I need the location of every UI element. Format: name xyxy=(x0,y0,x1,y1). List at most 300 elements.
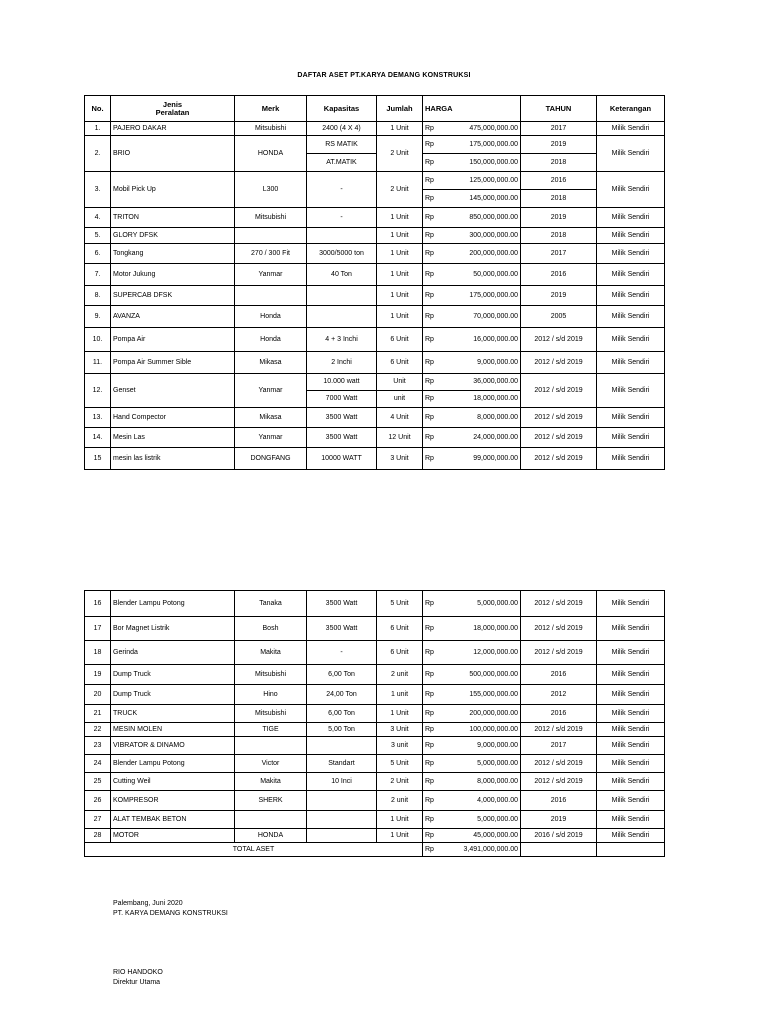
cell-no: 17 xyxy=(85,617,111,641)
cell-jenis: Mobil Pick Up xyxy=(111,172,235,208)
cell-harga xyxy=(423,617,521,641)
cell-no: 24 xyxy=(85,755,111,773)
cell-no: 23 xyxy=(85,737,111,755)
currency-label: Rp xyxy=(425,312,434,320)
currency-label: Rp xyxy=(425,158,434,166)
currency-label: Rp xyxy=(425,213,434,221)
cell-merk: Honda xyxy=(235,328,307,352)
cell-jumlah: 1 Unit xyxy=(377,829,423,843)
cell-no: 19 xyxy=(85,665,111,685)
cell-no: 14. xyxy=(85,428,111,448)
price-value: 70,000,000.00 xyxy=(473,312,518,320)
table-row xyxy=(85,773,665,791)
cell-tahun: 2012 / s/d 2019 xyxy=(521,448,597,470)
document-title: DAFTAR ASET PT.KARYA DEMANG KONSTRUKSI xyxy=(297,72,471,79)
cell-jumlah: 1 Unit xyxy=(377,705,423,723)
cell-kapasitas: AT.MATIK xyxy=(307,154,377,172)
cell-tahun: 2005 xyxy=(521,306,597,328)
cell-harga xyxy=(423,208,521,228)
price-value: 4,000,000.00 xyxy=(477,796,518,804)
cell-jenis: VIBRATOR & DINAMO xyxy=(111,737,235,755)
cell-no: 26 xyxy=(85,791,111,811)
cell-keterangan: Milik Sendiri xyxy=(597,617,665,641)
cell-no: 7. xyxy=(85,264,111,286)
table-row xyxy=(85,617,665,641)
cell-jenis: Dump Truck xyxy=(111,665,235,685)
cell-harga xyxy=(423,172,521,190)
header-kapasitas: Kapasitas xyxy=(307,96,377,122)
cell-kapasitas: 3500 Watt xyxy=(307,408,377,428)
header-no: No. xyxy=(85,96,111,122)
asset-table-2 xyxy=(84,590,665,857)
cell-merk: Makita xyxy=(235,773,307,791)
price-value: 200,000,000.00 xyxy=(469,249,518,257)
cell-keterangan: Milik Sendiri xyxy=(597,208,665,228)
cell-no: 4. xyxy=(85,208,111,228)
table-row xyxy=(85,428,665,448)
cell-merk: Yanmar xyxy=(235,374,307,408)
cell-jumlah: 3 unit xyxy=(377,737,423,755)
cell-jenis: Pompa Air Summer Sible xyxy=(111,352,235,374)
currency-label: Rp xyxy=(425,599,434,607)
header-harga: HARGA xyxy=(423,96,521,122)
cell-harga xyxy=(423,811,521,829)
cell-jenis: SUPERCAB DFSK xyxy=(111,286,235,306)
price-value: 500,000,000.00 xyxy=(469,670,518,678)
currency-label: Rp xyxy=(425,777,434,785)
cell-keterangan: Milik Sendiri xyxy=(597,122,665,136)
cell-kapasitas: - xyxy=(307,172,377,208)
cell-no: 18 xyxy=(85,641,111,665)
cell-keterangan: Milik Sendiri xyxy=(597,811,665,829)
cell-tahun: 2012 / s/d 2019 xyxy=(521,428,597,448)
cell-harga xyxy=(423,829,521,843)
table-row xyxy=(85,737,665,755)
cell-jumlah: 6 Unit xyxy=(377,617,423,641)
table-row xyxy=(85,791,665,811)
cell-tahun: 2016 xyxy=(521,705,597,723)
cell-tahun: 2019 xyxy=(521,136,597,154)
cell-no: 11. xyxy=(85,352,111,374)
table-row xyxy=(85,374,665,391)
cell-harga xyxy=(423,154,521,172)
table-row xyxy=(85,641,665,665)
cell-merk: HONDA xyxy=(235,829,307,843)
cell-tahun: 2012 / s/d 2019 xyxy=(521,374,597,408)
cell-jenis: BRIO xyxy=(111,136,235,172)
cell-tahun: 2012 / s/d 2019 xyxy=(521,773,597,791)
cell-merk: Yanmar xyxy=(235,428,307,448)
table-row xyxy=(85,264,665,286)
cell-kapasitas: 2 Inchi xyxy=(307,352,377,374)
cell-kapasitas xyxy=(307,228,377,244)
signer-title: Direktur Utama xyxy=(113,979,161,986)
footer-city-date: Palembang, Juni 2020 xyxy=(113,900,183,907)
cell-kapasitas: RS MATIK xyxy=(307,136,377,154)
cell-jenis: TRUCK xyxy=(111,705,235,723)
cell-harga xyxy=(423,190,521,208)
currency-label: Rp xyxy=(425,194,434,202)
cell-tahun: 2012 / s/d 2019 xyxy=(521,591,597,617)
cell-merk: Hino xyxy=(235,685,307,705)
cell-keterangan: Milik Sendiri xyxy=(597,773,665,791)
cell-merk: TIGE xyxy=(235,723,307,737)
price-value: 175,000,000.00 xyxy=(469,291,518,299)
currency-label: Rp xyxy=(425,358,434,366)
cell-jumlah: 1 Unit xyxy=(377,208,423,228)
cell-harga xyxy=(423,723,521,737)
cell-jumlah: 2 unit xyxy=(377,791,423,811)
cell-jenis: Blender Lampu Potong xyxy=(111,591,235,617)
cell-merk: Mitsubishi xyxy=(235,705,307,723)
currency-label: Rp xyxy=(425,291,434,299)
cell-jumlah: 2 unit xyxy=(377,665,423,685)
cell-tahun: 2012 / s/d 2019 xyxy=(521,352,597,374)
currency-label: Rp xyxy=(425,741,434,749)
cell-harga xyxy=(423,122,521,136)
cell-kapasitas: 10.000 watt xyxy=(307,374,377,391)
cell-no: 3. xyxy=(85,172,111,208)
cell-keterangan: Milik Sendiri xyxy=(597,723,665,737)
currency-label: Rp xyxy=(425,831,434,839)
cell-kapasitas: - xyxy=(307,641,377,665)
cell-keterangan: Milik Sendiri xyxy=(597,641,665,665)
cell-kapasitas: Standart xyxy=(307,755,377,773)
cell-kapasitas xyxy=(307,737,377,755)
cell-keterangan: Milik Sendiri xyxy=(597,136,665,172)
cell-keterangan: Milik Sendiri xyxy=(597,352,665,374)
price-value: 475,000,000.00 xyxy=(469,124,518,132)
table-row xyxy=(85,685,665,705)
cell-jumlah: 1 Unit xyxy=(377,244,423,264)
price-value: 8,000,000.00 xyxy=(477,777,518,785)
price-value: 100,000,000.00 xyxy=(469,725,518,733)
total-value: 3,491,000,000.00 xyxy=(463,845,518,853)
price-value: 18,000,000.00 xyxy=(473,624,518,632)
cell-jenis: ALAT TEMBAK BETON xyxy=(111,811,235,829)
cell-tahun: 2012 / s/d 2019 xyxy=(521,408,597,428)
cell-tahun: 2012 / s/d 2019 xyxy=(521,641,597,665)
cell-jumlah: Unit xyxy=(377,374,423,391)
cell-kapasitas: 3500 Watt xyxy=(307,428,377,448)
header-keterangan: Keterangan xyxy=(597,96,665,122)
table-body-1 xyxy=(85,122,665,470)
table-row xyxy=(85,328,665,352)
cell-keterangan: Milik Sendiri xyxy=(597,829,665,843)
currency-label: Rp xyxy=(425,624,434,632)
cell-keterangan: Milik Sendiri xyxy=(597,665,665,685)
cell-jumlah: 1 Unit xyxy=(377,264,423,286)
cell-keterangan: Milik Sendiri xyxy=(597,306,665,328)
cell-no: 22 xyxy=(85,723,111,737)
header-jenis: Jenis Peralatan xyxy=(111,96,235,122)
cell-jumlah: 12 Unit xyxy=(377,428,423,448)
cell-harga xyxy=(423,264,521,286)
currency-label: Rp xyxy=(425,725,434,733)
cell-kapasitas: 2400 (4 X 4) xyxy=(307,122,377,136)
price-value: 12,000,000.00 xyxy=(473,648,518,656)
cell-no: 6. xyxy=(85,244,111,264)
currency-label: Rp xyxy=(425,845,434,853)
cell-jumlah: 2 Unit xyxy=(377,136,423,172)
cell-harga xyxy=(423,665,521,685)
cell-harga xyxy=(423,737,521,755)
cell-keterangan: Milik Sendiri xyxy=(597,172,665,208)
cell-no: 13. xyxy=(85,408,111,428)
cell-tahun: 2018 xyxy=(521,154,597,172)
cell-keterangan: Milik Sendiri xyxy=(597,685,665,705)
cell-kapasitas: 10 Inci xyxy=(307,773,377,791)
cell-jumlah: 2 Unit xyxy=(377,773,423,791)
cell-harga xyxy=(423,136,521,154)
table-row xyxy=(85,228,665,244)
price-value: 850,000,000.00 xyxy=(469,213,518,221)
table-row xyxy=(85,208,665,228)
cell-jumlah: 3 Unit xyxy=(377,448,423,470)
currency-label: Rp xyxy=(425,231,434,239)
cell-tahun: 2012 / s/d 2019 xyxy=(521,723,597,737)
price-value: 8,000,000.00 xyxy=(477,413,518,421)
cell-tahun: 2016 xyxy=(521,665,597,685)
cell-no: 1. xyxy=(85,122,111,136)
cell-tahun: 2016 xyxy=(521,172,597,190)
header-jumlah: Jumlah xyxy=(377,96,423,122)
table-row xyxy=(85,448,665,470)
cell-kapasitas: 7000 Watt xyxy=(307,391,377,408)
cell-merk xyxy=(235,737,307,755)
cell-jenis: Pompa Air xyxy=(111,328,235,352)
cell-tahun: 2017 xyxy=(521,122,597,136)
cell-merk: Bosh xyxy=(235,617,307,641)
table-row xyxy=(85,306,665,328)
cell-harga xyxy=(423,705,521,723)
cell-jenis: Cutting Weil xyxy=(111,773,235,791)
currency-label: Rp xyxy=(425,140,434,148)
asset-table-1 xyxy=(84,95,665,470)
currency-label: Rp xyxy=(425,759,434,767)
cell-tahun: 2018 xyxy=(521,228,597,244)
table-row xyxy=(85,811,665,829)
table-row xyxy=(85,286,665,306)
cell-jenis: Gerinda xyxy=(111,641,235,665)
cell-kapasitas xyxy=(307,286,377,306)
cell-tahun: 2019 xyxy=(521,208,597,228)
price-value: 155,000,000.00 xyxy=(469,690,518,698)
cell-tahun: 2012 / s/d 2019 xyxy=(521,617,597,641)
cell-no: 21 xyxy=(85,705,111,723)
cell-merk: Makita xyxy=(235,641,307,665)
cell-keterangan: Milik Sendiri xyxy=(597,755,665,773)
cell-kapasitas xyxy=(307,791,377,811)
cell-jenis: Motor Jukung xyxy=(111,264,235,286)
cell-tahun: 2012 xyxy=(521,685,597,705)
currency-label: Rp xyxy=(425,395,434,402)
price-value: 5,000,000.00 xyxy=(477,759,518,767)
cell-harga xyxy=(423,448,521,470)
cell-jenis: Blender Lampu Potong xyxy=(111,755,235,773)
cell-kapasitas: 4 + 3 Inchi xyxy=(307,328,377,352)
cell-merk xyxy=(235,811,307,829)
cell-jenis: GLORY DFSK xyxy=(111,228,235,244)
cell-merk: HONDA xyxy=(235,136,307,172)
cell-keterangan: Milik Sendiri xyxy=(597,328,665,352)
cell-merk: Honda xyxy=(235,306,307,328)
cell-no: 28 xyxy=(85,829,111,843)
footer-company: PT. KARYA DEMANG KONSTRUKSI xyxy=(113,910,228,917)
cell-jenis: Tongkang xyxy=(111,244,235,264)
cell-tahun: 2017 xyxy=(521,244,597,264)
price-value: 24,000,000.00 xyxy=(473,433,518,441)
table-row xyxy=(85,829,665,843)
total-empty-tahun xyxy=(521,843,597,857)
currency-label: Rp xyxy=(425,433,434,441)
total-empty-ket xyxy=(597,843,665,857)
price-value: 200,000,000.00 xyxy=(469,709,518,717)
cell-merk: Mitsubishi xyxy=(235,122,307,136)
cell-merk: L300 xyxy=(235,172,307,208)
cell-kapasitas: 10000 WATT xyxy=(307,448,377,470)
cell-harga xyxy=(423,374,521,391)
cell-merk: Mikasa xyxy=(235,408,307,428)
currency-label: Rp xyxy=(425,378,434,385)
currency-label: Rp xyxy=(425,176,434,184)
cell-jumlah: 4 Unit xyxy=(377,408,423,428)
cell-merk xyxy=(235,286,307,306)
price-value: 145,000,000.00 xyxy=(469,194,518,202)
cell-kapasitas: - xyxy=(307,208,377,228)
table-row xyxy=(85,723,665,737)
table-header-row xyxy=(85,96,665,122)
table-body-2 xyxy=(85,591,665,857)
cell-no: 20 xyxy=(85,685,111,705)
cell-jenis: AVANZA xyxy=(111,306,235,328)
currency-label: Rp xyxy=(425,690,434,698)
price-value: 9,000,000.00 xyxy=(477,358,518,366)
table-row xyxy=(85,591,665,617)
cell-jenis: mesin las listrik xyxy=(111,448,235,470)
cell-harga xyxy=(423,408,521,428)
cell-merk: Mitsubishi xyxy=(235,665,307,685)
cell-jenis: Genset xyxy=(111,374,235,408)
cell-jumlah: 5 Unit xyxy=(377,591,423,617)
price-value: 18,000,000.00 xyxy=(473,395,518,402)
cell-jumlah: 5 Unit xyxy=(377,755,423,773)
cell-harga xyxy=(423,352,521,374)
table-row xyxy=(85,352,665,374)
cell-jenis: Bor Magnet Listrik xyxy=(111,617,235,641)
cell-jenis: Mesin Las xyxy=(111,428,235,448)
table-row xyxy=(85,122,665,136)
table-row xyxy=(85,705,665,723)
price-value: 125,000,000.00 xyxy=(469,176,518,184)
cell-harga xyxy=(423,391,521,408)
cell-keterangan: Milik Sendiri xyxy=(597,737,665,755)
cell-harga xyxy=(423,306,521,328)
currency-label: Rp xyxy=(425,796,434,804)
cell-keterangan: Milik Sendiri xyxy=(597,244,665,264)
total-row xyxy=(85,843,665,857)
cell-jenis: Hand Compector xyxy=(111,408,235,428)
table-row xyxy=(85,244,665,264)
table-row xyxy=(85,172,665,190)
price-value: 9,000,000.00 xyxy=(477,741,518,749)
price-value: 150,000,000.00 xyxy=(469,158,518,166)
cell-harga xyxy=(423,286,521,306)
cell-keterangan: Milik Sendiri xyxy=(597,591,665,617)
currency-label: Rp xyxy=(425,815,434,823)
cell-jumlah: 1 Unit xyxy=(377,286,423,306)
cell-harga xyxy=(423,328,521,352)
cell-keterangan: Milik Sendiri xyxy=(597,264,665,286)
cell-tahun: 2016 / s/d 2019 xyxy=(521,829,597,843)
cell-harga xyxy=(423,641,521,665)
cell-tahun: 2012 / s/d 2019 xyxy=(521,328,597,352)
cell-kapasitas: 5,00 Ton xyxy=(307,723,377,737)
cell-merk: Victor xyxy=(235,755,307,773)
cell-no: 27 xyxy=(85,811,111,829)
cell-tahun: 2017 xyxy=(521,737,597,755)
cell-keterangan: Milik Sendiri xyxy=(597,705,665,723)
cell-jumlah: 2 Unit xyxy=(377,172,423,208)
cell-merk: Mikasa xyxy=(235,352,307,374)
table-row xyxy=(85,665,665,685)
price-value: 36,000,000.00 xyxy=(473,378,518,385)
cell-kapasitas: 3000/5000 ton xyxy=(307,244,377,264)
cell-merk: Tanaka xyxy=(235,591,307,617)
cell-keterangan: Milik Sendiri xyxy=(597,791,665,811)
cell-merk: Mitsubishi xyxy=(235,208,307,228)
cell-jenis: MESIN MOLEN xyxy=(111,723,235,737)
table-row xyxy=(85,408,665,428)
currency-label: Rp xyxy=(425,454,434,462)
cell-harga xyxy=(423,791,521,811)
cell-harga xyxy=(423,244,521,264)
cell-jenis: MOTOR xyxy=(111,829,235,843)
cell-merk: SHERK xyxy=(235,791,307,811)
cell-no: 12. xyxy=(85,374,111,408)
cell-harga xyxy=(423,228,521,244)
currency-label: Rp xyxy=(425,335,434,343)
cell-jenis: PAJERO DAKAR xyxy=(111,122,235,136)
cell-keterangan: Milik Sendiri xyxy=(597,428,665,448)
cell-jumlah: unit xyxy=(377,391,423,408)
cell-keterangan: Milik Sendiri xyxy=(597,408,665,428)
currency-label: Rp xyxy=(425,270,434,278)
cell-kapasitas: 3500 Watt xyxy=(307,617,377,641)
total-label: TOTAL ASET xyxy=(85,843,423,857)
cell-kapasitas xyxy=(307,811,377,829)
currency-label: Rp xyxy=(425,648,434,656)
cell-harga xyxy=(423,755,521,773)
cell-jumlah: 1 Unit xyxy=(377,811,423,829)
cell-keterangan: Milik Sendiri xyxy=(597,286,665,306)
cell-merk xyxy=(235,228,307,244)
cell-tahun: 2018 xyxy=(521,190,597,208)
cell-harga xyxy=(423,428,521,448)
cell-kapasitas: 40 Ton xyxy=(307,264,377,286)
currency-label: Rp xyxy=(425,124,434,132)
cell-no: 16 xyxy=(85,591,111,617)
cell-merk: 270 / 300 Fit xyxy=(235,244,307,264)
cell-jenis: Dump Truck xyxy=(111,685,235,705)
currency-label: Rp xyxy=(425,670,434,678)
cell-no: 25 xyxy=(85,773,111,791)
cell-keterangan: Milik Sendiri xyxy=(597,228,665,244)
cell-no: 15 xyxy=(85,448,111,470)
cell-harga xyxy=(423,685,521,705)
cell-jumlah: 6 Unit xyxy=(377,328,423,352)
cell-keterangan: Milik Sendiri xyxy=(597,374,665,408)
